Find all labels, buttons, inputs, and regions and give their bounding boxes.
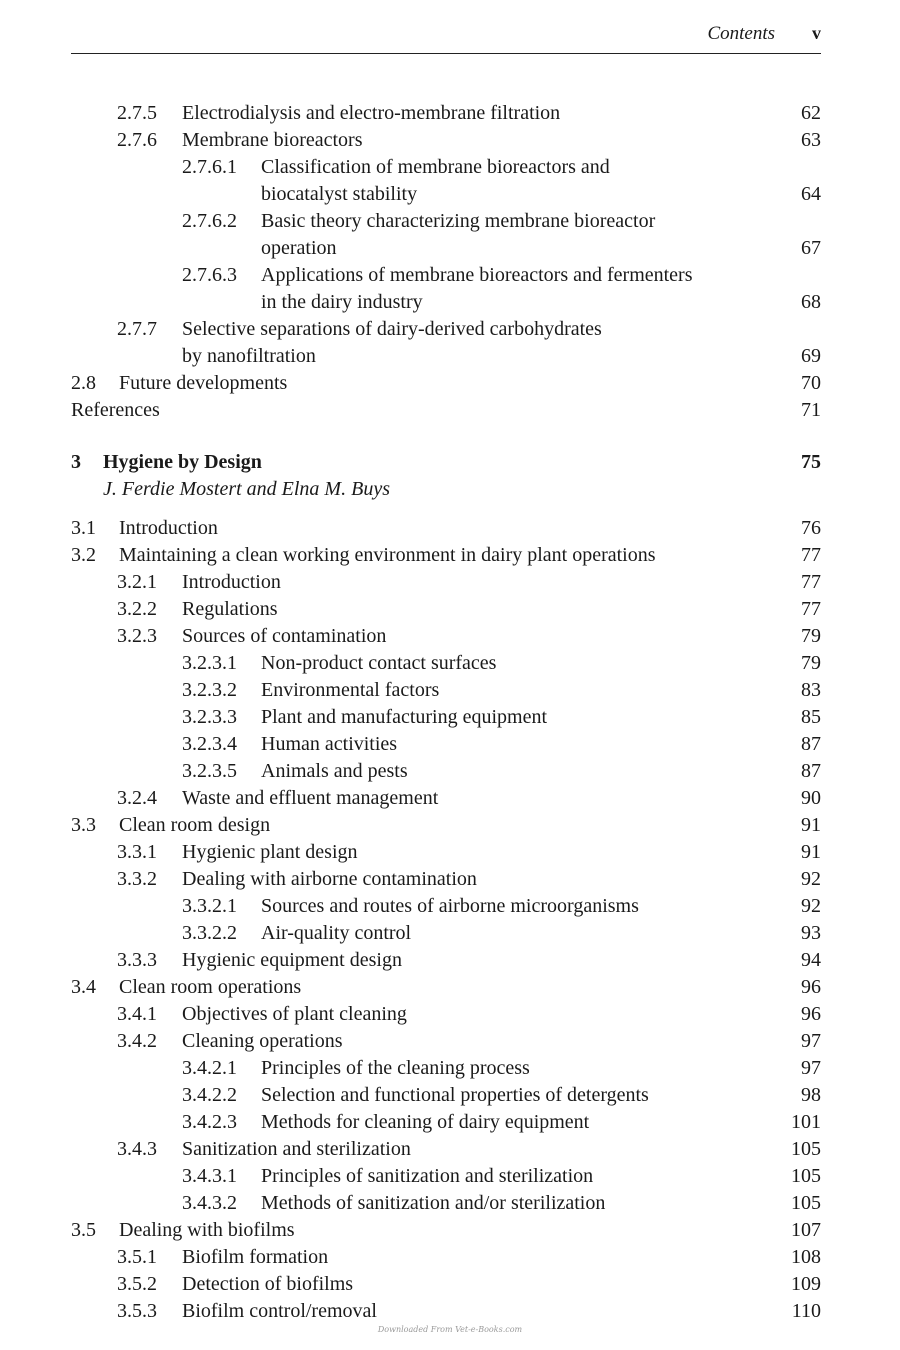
toc-entry[interactable] — [71, 100, 821, 127]
toc-entry-title-line: operation — [261, 237, 337, 259]
toc-entry[interactable] — [71, 1109, 821, 1136]
toc-entry-number: 3.4.3.1 — [182, 1165, 237, 1187]
toc-entry-page-number: 96 — [801, 1003, 821, 1025]
toc-entry-page-number: 108 — [791, 1246, 821, 1268]
toc-entry-number: 3.4.2.3 — [182, 1111, 237, 1133]
toc-entry-page-number: 91 — [801, 814, 821, 836]
toc-entry-title — [182, 1298, 377, 1325]
toc-entry-title-line: biocatalyst stability — [261, 183, 418, 205]
toc-entry-number: 3.4 — [71, 976, 96, 998]
toc-entry-title — [182, 947, 402, 974]
toc-entry-page-number: 87 — [801, 733, 821, 755]
toc-entry-title-line: in the dairy industry — [261, 291, 423, 313]
toc-entry-page-number: 94 — [801, 949, 821, 971]
toc-entry-page-number: 67 — [801, 237, 821, 259]
toc-entry-title — [261, 1190, 605, 1217]
toc-entry[interactable] — [71, 316, 821, 370]
toc-entry[interactable] — [71, 1163, 821, 1190]
toc-entry-title-line: Basic theory characterizing membrane bioreactor — [261, 210, 656, 232]
toc-entry-title — [261, 1163, 593, 1190]
toc-entry-page-number: 98 — [801, 1084, 821, 1106]
toc-entry-page-number: 96 — [801, 976, 821, 998]
toc-entry-title-line: Sanitization and sterilization — [182, 1138, 411, 1160]
toc-entry-title — [261, 262, 693, 316]
toc-entry-number: 3.3.1 — [117, 841, 157, 863]
toc-entry-title — [261, 1109, 589, 1136]
toc-entry-number: 3.2.4 — [117, 787, 157, 809]
toc-entry[interactable] — [71, 1271, 821, 1298]
toc-entry-number: 3.1 — [71, 517, 96, 539]
toc-entry[interactable] — [71, 542, 821, 569]
toc-entry-title — [261, 1055, 530, 1082]
toc-entry-title — [182, 569, 281, 596]
toc-entry-number: 3.3.3 — [117, 949, 157, 971]
toc-entry-page-number: 76 — [801, 517, 821, 539]
toc-entry-title — [119, 542, 656, 569]
toc-entry[interactable] — [71, 154, 821, 208]
toc-entry-title-line: Future developments — [119, 372, 288, 394]
chapter-authors: J. Ferdie Mostert and Elna M. Buys — [103, 478, 390, 500]
toc-entry[interactable] — [71, 947, 821, 974]
toc-entry-page-number: 90 — [801, 787, 821, 809]
toc-entry-number: 3.2.2 — [117, 598, 157, 620]
toc-entry-page-number: 85 — [801, 706, 821, 728]
running-header-title: Contents — [707, 23, 775, 44]
toc-entry-number: 3.2.3.1 — [182, 652, 237, 674]
toc-entry-title — [71, 397, 160, 424]
toc-entry-title — [182, 127, 362, 154]
toc-entry-number: 3.2.3 — [117, 625, 157, 647]
toc-entry-number: 3.5.2 — [117, 1273, 157, 1295]
toc-entry-page-number: 92 — [801, 868, 821, 890]
toc-entry-number: 3.5.1 — [117, 1246, 157, 1268]
toc-entry-title — [261, 650, 496, 677]
toc-entry-title — [119, 812, 270, 839]
toc-entry-title-line: by nanofiltration — [182, 345, 316, 367]
toc-entry-page-number: 77 — [801, 544, 821, 566]
toc-entry-title-line: Electrodialysis and electro-membrane filtration — [182, 102, 561, 124]
toc-entry-title-line: Sources and routes of airborne microorganisms — [261, 895, 639, 917]
toc-entry[interactable] — [71, 839, 821, 866]
toc-entry-title-line: Principles of the cleaning process — [261, 1057, 530, 1079]
chapter-heading[interactable] — [71, 449, 821, 476]
toc-entry-title-line: Detection of biofilms — [182, 1273, 354, 1295]
toc-entry-title — [182, 1244, 328, 1271]
toc-entry-title — [261, 677, 439, 704]
toc-entry-page-number: 62 — [801, 102, 821, 124]
toc-entry-title-line: Principles of sanitization and sterilization — [261, 1165, 594, 1187]
toc-entry-page-number: 77 — [801, 598, 821, 620]
toc-entry-number: 2.7.7 — [117, 318, 157, 340]
toc-entry[interactable] — [71, 596, 821, 623]
toc-entry-title — [182, 866, 477, 893]
toc-entry-title-line: Clean room design — [119, 814, 271, 836]
toc-entry-title-line: Classification of membrane bioreactors and — [261, 156, 610, 178]
toc-entry-title-line: Methods for cleaning of dairy equipment — [261, 1111, 590, 1133]
toc-entry-title-line: Hygienic equipment design — [182, 949, 402, 971]
chapter-title: Hygiene by Design — [103, 451, 262, 473]
toc-entry-title-line: Maintaining a clean working environment in dairy plant operations — [119, 544, 656, 566]
toc-entry-number: 3.2 — [71, 544, 96, 566]
toc-entry[interactable] — [71, 704, 821, 731]
toc-entry-title — [182, 100, 560, 127]
toc-entry-title-line: Non-product contact surfaces — [261, 652, 497, 674]
toc-entry-title — [182, 839, 358, 866]
toc-entry-page-number: 97 — [801, 1030, 821, 1052]
toc-entry-number: 3.4.3.2 — [182, 1192, 237, 1214]
toc-entry-title — [119, 370, 287, 397]
toc-entry-page-number: 71 — [801, 399, 821, 421]
toc-entry[interactable] — [71, 1244, 821, 1271]
toc-entry-number: 3.2.3.5 — [182, 760, 237, 782]
toc-entry[interactable] — [71, 677, 821, 704]
toc-entry-title — [182, 596, 278, 623]
toc-entry-title-line: Animals and pests — [261, 760, 408, 782]
toc-entry-number: 2.7.6.3 — [182, 264, 237, 286]
toc-entry[interactable] — [71, 812, 821, 839]
toc-entry-title — [261, 893, 639, 920]
toc-entry[interactable] — [71, 866, 821, 893]
page-folio: v — [812, 23, 821, 43]
toc-entry[interactable] — [71, 1190, 821, 1217]
toc-entry[interactable] — [71, 758, 821, 785]
toc-entry[interactable] — [71, 569, 821, 596]
toc-entry-number: 3.2.3.3 — [182, 706, 237, 728]
toc-entry-title-line: Cleaning operations — [182, 1030, 343, 1052]
toc-entry-title-line: Dealing with airborne contamination — [182, 868, 477, 890]
toc-entry-page-number: 93 — [801, 922, 821, 944]
toc-entry-page-number: 79 — [801, 625, 821, 647]
toc-entry-number: 3.3.2 — [117, 868, 157, 890]
toc-entry-number: 3.3 — [71, 814, 96, 836]
toc-entry-title — [119, 1217, 295, 1244]
toc-entry-title-line: Human activities — [261, 733, 398, 755]
toc-entry-page-number: 69 — [801, 345, 821, 367]
toc-entry-title-line: Objectives of plant cleaning — [182, 1003, 407, 1025]
toc-entry-title-line: Applications of membrane bioreactors and fermenters — [261, 264, 693, 286]
toc-entry-title — [182, 785, 438, 812]
toc-entry-title-line: References — [71, 399, 160, 421]
chapter-number: 3 — [71, 451, 81, 473]
toc-entry-title — [119, 515, 218, 542]
toc-entry-title-line: Selective separations of dairy-derived carbohydrates — [182, 318, 602, 340]
toc-entry-number: 3.4.2 — [117, 1030, 157, 1052]
toc-entry-title-line: Hygienic plant design — [182, 841, 358, 863]
toc-entry-title — [261, 704, 547, 731]
toc-entry[interactable] — [71, 623, 821, 650]
toc-entry-title-line: Methods of sanitization and/or sterilization — [261, 1192, 606, 1214]
toc-entry-number: 3.4.3 — [117, 1138, 157, 1160]
toc-entry-page-number: 79 — [801, 652, 821, 674]
toc-entry[interactable] — [71, 1082, 821, 1109]
toc-entry-number: 3.4.2.1 — [182, 1057, 237, 1079]
toc-entry-title-line: Biofilm control/removal — [182, 1300, 377, 1322]
toc-entry-page-number: 83 — [801, 679, 821, 701]
toc-entry-number: 3.4.1 — [117, 1003, 157, 1025]
chapter-page-number: 75 — [801, 451, 821, 473]
toc-entry-number: 3.2.3.4 — [182, 733, 237, 755]
toc-entry[interactable] — [71, 515, 821, 542]
toc-entry-title-line: Air-quality control — [261, 922, 412, 944]
toc-entry-title — [261, 208, 655, 262]
toc-entries-chapter-3 — [71, 515, 821, 1325]
toc-entry-title-line: Plant and manufacturing equipment — [261, 706, 548, 728]
toc-entry-title — [182, 623, 386, 650]
toc-entry-title-line: Waste and effluent management — [182, 787, 439, 809]
toc-entry[interactable] — [71, 785, 821, 812]
toc-entry-page-number: 110 — [791, 1300, 821, 1322]
toc-entry-title — [261, 731, 397, 758]
toc-entry-page-number: 63 — [801, 129, 821, 151]
toc-entry-title-line: Dealing with biofilms — [119, 1219, 295, 1241]
toc-entry[interactable] — [71, 1217, 821, 1244]
toc-entry-page-number: 101 — [791, 1111, 821, 1133]
toc-entry[interactable] — [71, 262, 821, 316]
toc-entry-page-number: 91 — [801, 841, 821, 863]
toc-entry-number: 2.7.6.1 — [182, 156, 237, 178]
toc-entry-page-number: 97 — [801, 1057, 821, 1079]
toc-entry[interactable] — [71, 1001, 821, 1028]
toc-entries-chapter-2 — [71, 100, 821, 424]
toc-entry-number: 2.8 — [71, 372, 96, 394]
table-of-contents — [71, 100, 821, 1325]
toc-entry-title — [119, 974, 301, 1001]
toc-entry-title-line: Clean room operations — [119, 976, 302, 998]
toc-entry[interactable] — [71, 893, 821, 920]
toc-entry[interactable] — [71, 1055, 821, 1082]
toc-entry[interactable] — [71, 397, 821, 424]
toc-entry-number: 2.7.5 — [117, 102, 157, 124]
toc-entry-number: 3.4.2.2 — [182, 1084, 237, 1106]
download-watermark: Downloaded From Vet-e-Books.com — [377, 1325, 523, 1334]
toc-entry-number: 3.3.2.2 — [182, 922, 237, 944]
toc-entry-page-number: 64 — [801, 183, 821, 205]
toc-entry-page-number: 87 — [801, 760, 821, 782]
toc-entry[interactable] — [71, 370, 821, 397]
toc-entry-page-number: 92 — [801, 895, 821, 917]
toc-entry-title-line: Sources of contamination — [182, 625, 387, 647]
toc-entry[interactable] — [71, 1298, 821, 1325]
toc-entry-page-number: 109 — [791, 1273, 821, 1295]
toc-entry-title — [182, 316, 602, 370]
toc-entry-page-number: 107 — [791, 1219, 821, 1241]
toc-entry[interactable] — [71, 920, 821, 947]
toc-entry-title — [261, 920, 411, 947]
toc-entry-number: 3.3.2.1 — [182, 895, 237, 917]
toc-entry-page-number: 105 — [791, 1192, 821, 1214]
toc-entry-title — [182, 1028, 343, 1055]
toc-entry[interactable] — [71, 208, 821, 262]
toc-entry-page-number: 105 — [791, 1165, 821, 1187]
running-header — [71, 20, 821, 54]
toc-entry-page-number: 68 — [801, 291, 821, 313]
toc-entry-page-number: 70 — [801, 372, 821, 394]
toc-entry-title-line: Introduction — [119, 517, 218, 539]
toc-entry[interactable] — [71, 127, 821, 154]
toc-entry-number: 3.5 — [71, 1219, 96, 1241]
toc-entry-number: 3.2.1 — [117, 571, 157, 593]
toc-entry-title — [182, 1001, 407, 1028]
toc-entry[interactable] — [71, 1028, 821, 1055]
toc-entry-number: 2.7.6.2 — [182, 210, 237, 232]
toc-entry-title — [182, 1136, 411, 1163]
toc-entry-number: 2.7.6 — [117, 129, 157, 151]
toc-entry-number: 3.2.3.2 — [182, 679, 237, 701]
toc-entry[interactable] — [71, 1136, 821, 1163]
toc-entry-number: 3.5.3 — [117, 1300, 157, 1322]
toc-entry-title — [261, 758, 408, 785]
toc-entry-title-line: Selection and functional properties of detergents — [261, 1084, 649, 1106]
toc-entry[interactable] — [71, 731, 821, 758]
toc-entry[interactable] — [71, 650, 821, 677]
toc-entry-title-line: Biofilm formation — [182, 1246, 329, 1268]
toc-entry-title — [182, 1271, 353, 1298]
toc-entry-title — [261, 1082, 649, 1109]
toc-entry-title-line: Environmental factors — [261, 679, 440, 701]
toc-entry[interactable] — [71, 974, 821, 1001]
toc-entry-title-line: Regulations — [182, 598, 278, 620]
toc-entry-title-line: Introduction — [182, 571, 281, 593]
toc-entry-page-number: 105 — [791, 1138, 821, 1160]
toc-entry-title-line: Membrane bioreactors — [182, 129, 363, 151]
toc-entry-page-number: 77 — [801, 571, 821, 593]
toc-entry-title — [261, 154, 610, 208]
